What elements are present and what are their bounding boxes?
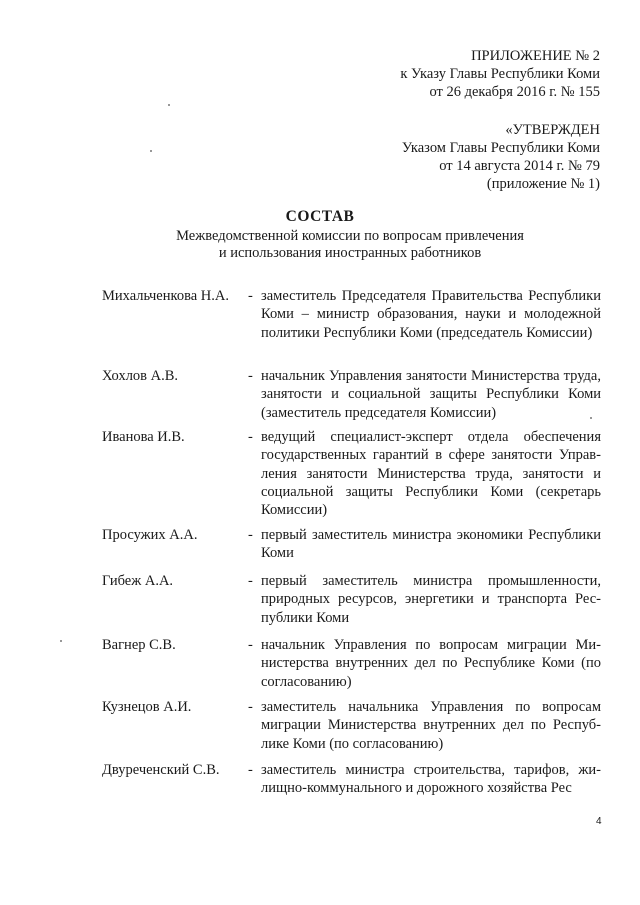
- approval-line: Указом Главы Республики Коми: [401, 140, 600, 156]
- member-role: заместитель начальника Управления по вопросам миграции Министерства внутренних дел по Республике Коми (по согласованию): [261, 699, 601, 752]
- page-number: 4: [596, 816, 602, 827]
- approval-line: от 14 августа 2014 г. № 79: [439, 158, 600, 174]
- document-title: СОСТАВ: [285, 208, 355, 225]
- member-role: заместитель Председателя Правительства Республики Коми – министр образования, науки и молодежной политики Республики Коми (председатель Комиссии): [261, 288, 601, 341]
- dash-separator: -: [248, 573, 253, 589]
- attachment-reference: [400, 47, 600, 101]
- approval-line: «УТВЕРЖДЕН: [505, 122, 600, 138]
- approval-stamp: [402, 121, 600, 193]
- member-role: ведущий специалист-эксперт отдела обеспечения государственных гарантий в сфере занятости Управления занятости Министерства труда, занятости и социальной защиты Республики Коми (секретарь Комиссии): [261, 429, 601, 519]
- attachment-line: к Указу Главы Республики Коми: [400, 66, 600, 82]
- member-name: Иванова И.В.: [102, 429, 185, 445]
- document-subtitle: [140, 228, 560, 262]
- member-name: Кузнецов А.И.: [102, 699, 192, 715]
- attachment-line: от 26 декабря 2016 г. № 155: [429, 84, 600, 100]
- dash-separator: -: [248, 527, 253, 543]
- dash-separator: -: [248, 368, 253, 384]
- member-role: заместитель министра строительства, тарифов, жилищно-коммунального и дорожного хозяйства Рес: [261, 762, 601, 797]
- dash-separator: -: [248, 429, 253, 445]
- attachment-line: ПРИЛОЖЕНИЕ № 2: [471, 48, 600, 64]
- member-role: начальник Управления занятости Министерства труда, занятости и социальной защиты Республики Коми (заместитель председателя Комиссии): [261, 368, 601, 421]
- scan-speck: [60, 640, 62, 642]
- member-name: Вагнер С.В.: [102, 637, 176, 653]
- member-name: Михальченкова Н.А.: [102, 288, 229, 304]
- dash-separator: -: [248, 699, 253, 715]
- approval-line: (приложение № 1): [486, 176, 600, 192]
- scan-speck: [150, 150, 152, 152]
- member-name: Двуреченский С.В.: [102, 762, 220, 778]
- member-name: Гибеж А.А.: [102, 573, 174, 589]
- member-role: первый заместитель министра промышленности, природных ресурсов, энергетики и транспорта Республики Коми: [261, 573, 601, 626]
- member-name: Хохлов А.В.: [102, 368, 179, 384]
- member-name: Просужих А.А.: [102, 527, 198, 543]
- dash-separator: -: [248, 288, 253, 304]
- subtitle-line: Межведомственной комиссии по вопросам привлечения: [176, 228, 524, 244]
- dash-separator: -: [248, 637, 253, 653]
- subtitle-line: и использования иностранных работников: [218, 245, 482, 261]
- dash-separator: -: [248, 762, 253, 778]
- member-role: начальник Управления по вопросам миграции Министерства внутренних дел по Республике Коми (по согласованию): [261, 637, 601, 690]
- member-role: первый заместитель министра экономики Республики Коми: [261, 527, 601, 562]
- scan-speck: [590, 417, 592, 419]
- scan-speck: [168, 104, 170, 106]
